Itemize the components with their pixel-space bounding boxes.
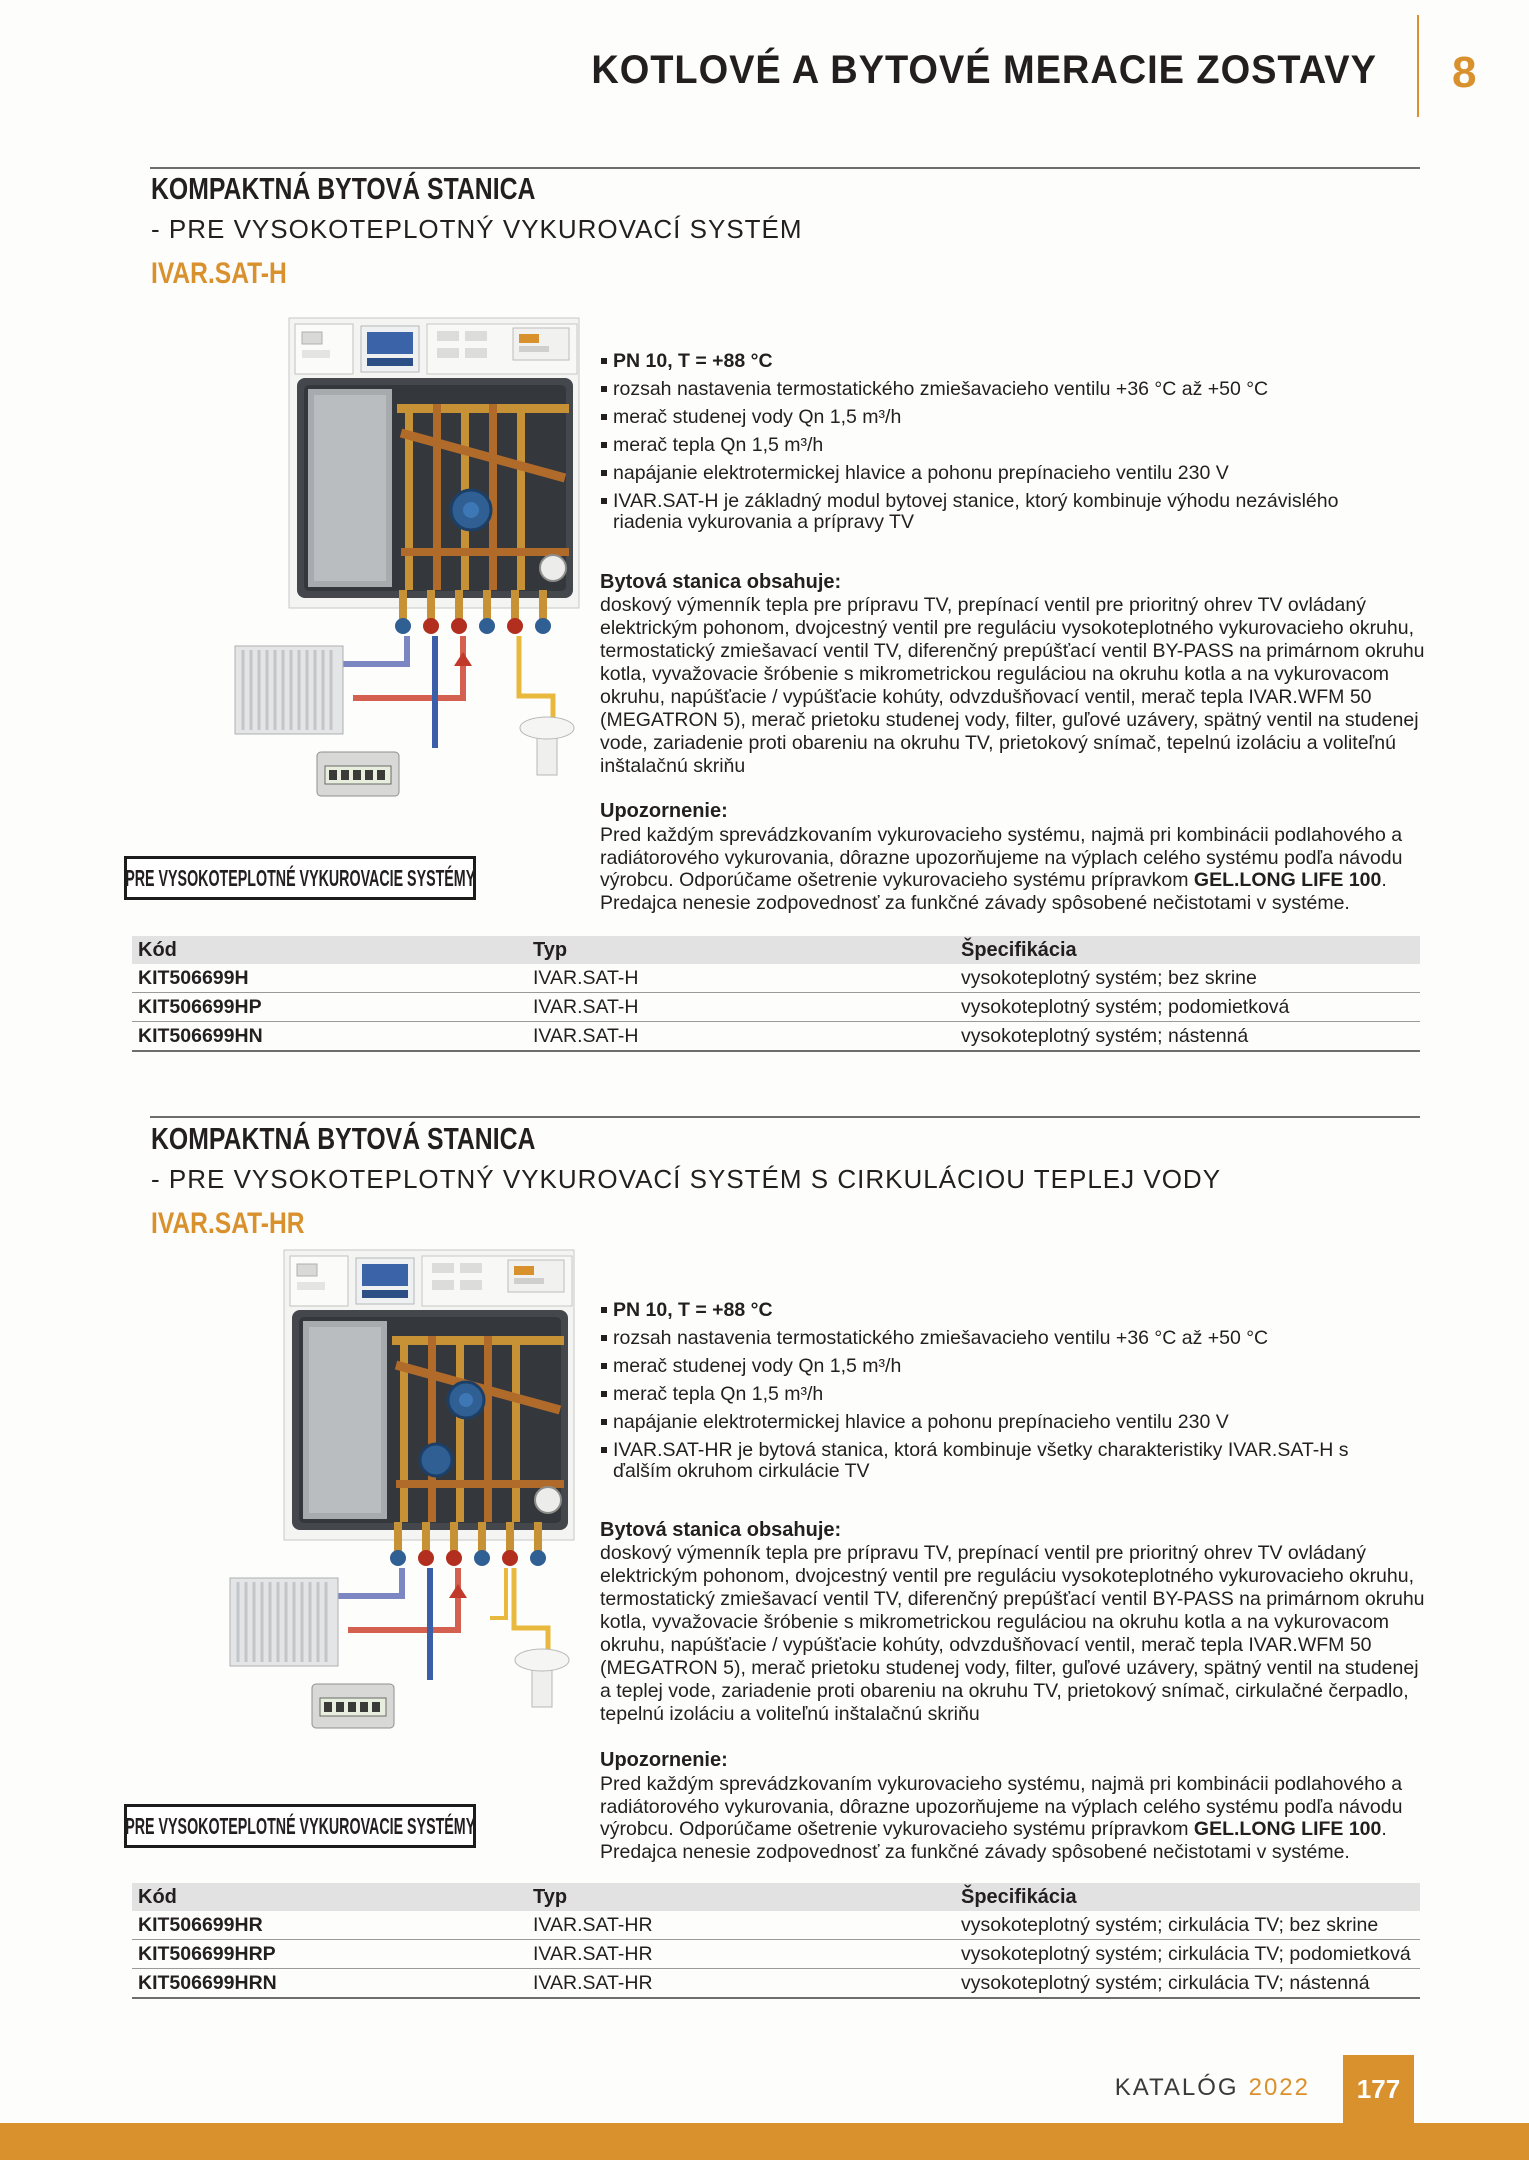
table-row xyxy=(132,1022,1420,1052)
table-cell-type: IVAR.SAT-HR xyxy=(527,1940,955,1969)
footer-page-tab xyxy=(1343,2055,1414,2123)
warning-text-pre: Pred každým sprevádzkovaním vykurovacieho systému, najmä pri kombinácii podlahového a radiátorového vykurovania, dôrazne upozorňujeme na výplach celého systému podľa návodu výrobcu. Odporúčame ošetrenie vykurovacieho systému prípravkom xyxy=(600,824,1403,891)
table-header-specifikacia: Špecifikácia xyxy=(955,1883,1420,1911)
spec-bullet: napájanie elektrotermickej hlavice a pohonu prepínacieho ventilu 230 V xyxy=(600,1412,1400,1433)
spec-bullet: merač studenej vody Qn 1,5 m³/h xyxy=(600,407,1400,428)
table-cell-type: IVAR.SAT-HR xyxy=(527,1911,955,1940)
table-header-row xyxy=(132,1883,1420,1911)
table-header-typ: Typ xyxy=(527,936,955,964)
table-row xyxy=(132,1911,1420,1940)
hightemp-badge-label: PRE VYSOKOTEPLOTNÉ VYKUROVACIE SYSTÉMY xyxy=(125,864,475,891)
section-title: KOMPAKTNÁ BYTOVÁ STANICA xyxy=(151,171,536,206)
table-cell-code: KIT506699HP xyxy=(132,993,527,1022)
contains-text: doskový výmenník tepla pre prípravu TV, prepínací ventil pre prioritný ohrev TV ovládaný elektrickým pohonom, dvojcestný ventil pre reguláciu vysokoteplotného vykurovacieho okruhu, termostatický zmiešavací ventil TV, diferenčný prepúšťací ventil BY-PASS na primárnom okruhu kotla, vyvažovacie šróbenie s mikrometrickou reguláciou na okruhu kotla a na vykurovacom okruhu, napúšťacie / vypúšťacie kohúty, odvzdušňovací ventil, merač tepla IVAR.WFM 50 (MEGATRON 5), merač prietoku studenej vody, filter, guľové uzávery, spätný ventil na studenej a teplej vode, zariadenie proti obareniu na okruhu TV, prietokový snímač, cirkulačné čerpadlo, tepelnú izoláciu a voliteľnú inštalačnú skriňu xyxy=(600,1542,1425,1725)
table-cell-type: IVAR.SAT-H xyxy=(527,993,955,1022)
chapter-divider-line xyxy=(1417,15,1419,117)
table-header-kod: Kód xyxy=(132,936,527,964)
table-cell-type: IVAR.SAT-HR xyxy=(527,1969,955,1999)
spec-list-sat-hr xyxy=(600,1300,1400,1489)
warning-text-post: . Predajca nenesie zodpovednosť za funkčné závady spôsobené nečistotami v systéme. xyxy=(600,1818,1387,1863)
products-table-sat-h xyxy=(132,936,1420,1052)
hightemp-badge xyxy=(124,856,476,900)
table-row xyxy=(132,1940,1420,1969)
table-header-specifikacia: Špecifikácia xyxy=(955,936,1420,964)
table-row xyxy=(132,964,1420,993)
product-image-sat-hr xyxy=(160,1160,590,1740)
table-cell-spec: vysokoteplotný systém; bez skrine xyxy=(955,964,1420,993)
page-header-title: KOTLOVÉ A BYTOVÉ MERACIE ZOSTAVY xyxy=(591,48,1377,92)
product-name-sat-hr: IVAR.SAT-HR xyxy=(151,1207,305,1240)
table-row xyxy=(132,993,1420,1022)
table-cell-code: KIT506699HN xyxy=(132,1022,527,1052)
table-cell-code: KIT506699HRN xyxy=(132,1969,527,1999)
spec-bullet: PN 10, T = +88 °C xyxy=(600,1300,1400,1321)
footer-band xyxy=(0,2123,1529,2160)
spec-bullet: merač studenej vody Qn 1,5 m³/h xyxy=(600,1356,1400,1377)
hightemp-badge-label: PRE VYSOKOTEPLOTNÉ VYKUROVACIE SYSTÉMY xyxy=(125,1812,475,1839)
section-subtitle: - PRE VYSOKOTEPLOTNÝ VYKUROVACÍ SYSTÉM xyxy=(151,214,803,244)
warning-heading: Upozornenie: xyxy=(600,1749,728,1771)
section-title: KOMPAKTNÁ BYTOVÁ STANICA xyxy=(151,1121,536,1156)
table-cell-code: KIT506699H xyxy=(132,964,527,993)
section-subtitle: - PRE VYSOKOTEPLOTNÝ VYKUROVACÍ SYSTÉM S CIRKULÁCIOU TEPLEJ VODY xyxy=(151,1164,1222,1194)
spec-bullet: rozsah nastavenia termostatického zmiešavacieho ventilu +36 °C až +50 °C xyxy=(600,1328,1400,1349)
spec-bullet: PN 10, T = +88 °C xyxy=(600,351,1400,372)
product-name-sat-h: IVAR.SAT-H xyxy=(151,257,287,290)
table-cell-spec: vysokoteplotný systém; cirkulácia TV; bez skrine xyxy=(955,1911,1420,1940)
table-cell-spec: vysokoteplotný systém; cirkulácia TV; podomietková xyxy=(955,1940,1420,1969)
product-image-sat-h xyxy=(165,228,595,808)
table-header-kod: Kód xyxy=(132,1883,527,1911)
section-rule xyxy=(150,1116,1420,1118)
table-cell-type: IVAR.SAT-H xyxy=(527,964,955,993)
footer-catalog-word: KATALÓG xyxy=(1114,2074,1239,2101)
warning-text xyxy=(600,1773,1410,1863)
spec-bullet: IVAR.SAT-H je základný modul bytovej stanice, ktorý kombinuje výhodu nezávislého riadenia vykurovania a prípravy TV xyxy=(600,491,1400,533)
products-table-sat-hr xyxy=(132,1883,1420,1999)
spec-bullet: napájanie elektrotermickej hlavice a pohonu prepínacieho ventilu 230 V xyxy=(600,463,1400,484)
chapter-number: 8 xyxy=(1452,48,1477,97)
table-cell-code: KIT506699HRP xyxy=(132,1940,527,1969)
warning-text-bold: GEL.LONG LIFE 100 xyxy=(1193,869,1382,891)
table-cell-spec: vysokoteplotný systém; cirkulácia TV; nástenná xyxy=(955,1969,1420,1999)
contains-heading: Bytová stanica obsahuje: xyxy=(600,1519,842,1541)
spec-bullet: merač tepla Qn 1,5 m³/h xyxy=(600,1384,1400,1405)
warning-text-post: . Predajca nenesie zodpovednosť za funkčné závady spôsobené nečistotami v systéme. xyxy=(600,869,1387,914)
warning-heading: Upozornenie: xyxy=(600,800,728,822)
warning-text-pre: Pred každým sprevádzkovaním vykurovacieho systému, najmä pri kombinácii podlahového a radiátorového vykurovania, dôrazne upozorňujeme na výplach celého systému podľa návodu výrobcu. Odporúčame ošetrenie vykurovacieho systému prípravkom xyxy=(600,1773,1403,1840)
table-header-typ: Typ xyxy=(527,1883,955,1911)
footer-page-number: 177 xyxy=(1356,2073,1401,2104)
spec-list-sat-h xyxy=(600,351,1400,540)
table-row xyxy=(132,1969,1420,1999)
table-cell-type: IVAR.SAT-H xyxy=(527,1022,955,1052)
table-header-row xyxy=(132,936,1420,964)
table-cell-spec: vysokoteplotný systém; podomietková xyxy=(955,993,1420,1022)
table-cell-code: KIT506699HR xyxy=(132,1911,527,1940)
table-cell-spec: vysokoteplotný systém; nástenná xyxy=(955,1022,1420,1052)
section-rule xyxy=(150,167,1420,169)
spec-bullet: rozsah nastavenia termostatického zmiešavacieho ventilu +36 °C až +50 °C xyxy=(600,379,1400,400)
contains-text: doskový výmenník tepla pre prípravu TV, prepínací ventil pre prioritný ohrev TV ovládaný elektrickým pohonom, dvojcestný ventil pre reguláciu vysokoteplotného vykurovacieho okruhu, termostatický zmiešavací ventil TV, diferenčný prepúšťací ventil BY-PASS na primárnom okruhu kotla, vyvažovacie šróbenie s mikrometrickou reguláciou na okruhu kotla a na vykurovacom okruhu, napúšťacie / vypúšťacie kohúty, odvzdušňovací ventil, merač tepla IVAR.WFM 50 (MEGATRON 5), merač prietoku studenej vody, filter, guľové uzávery, spätný ventil na studenej vode, zariadenie proti obareniu na okruhu TV, prietokový snímač, tepelnú izoláciu a voliteľnú inštalačnú skriňu xyxy=(600,594,1425,777)
footer-catalog-label xyxy=(1115,2074,1310,2102)
warning-text xyxy=(600,824,1410,914)
spec-bullet: IVAR.SAT-HR je bytová stanica, ktorá kombinuje všetky charakteristiky IVAR.SAT-H s ďalším okruhom cirkulácie TV xyxy=(600,1440,1400,1482)
footer-catalog-year: 2022 xyxy=(1248,2074,1310,2101)
contains-heading: Bytová stanica obsahuje: xyxy=(600,571,842,593)
hightemp-badge xyxy=(124,1804,476,1848)
spec-bullet: merač tepla Qn 1,5 m³/h xyxy=(600,435,1400,456)
warning-text-bold: GEL.LONG LIFE 100 xyxy=(1193,1818,1382,1840)
